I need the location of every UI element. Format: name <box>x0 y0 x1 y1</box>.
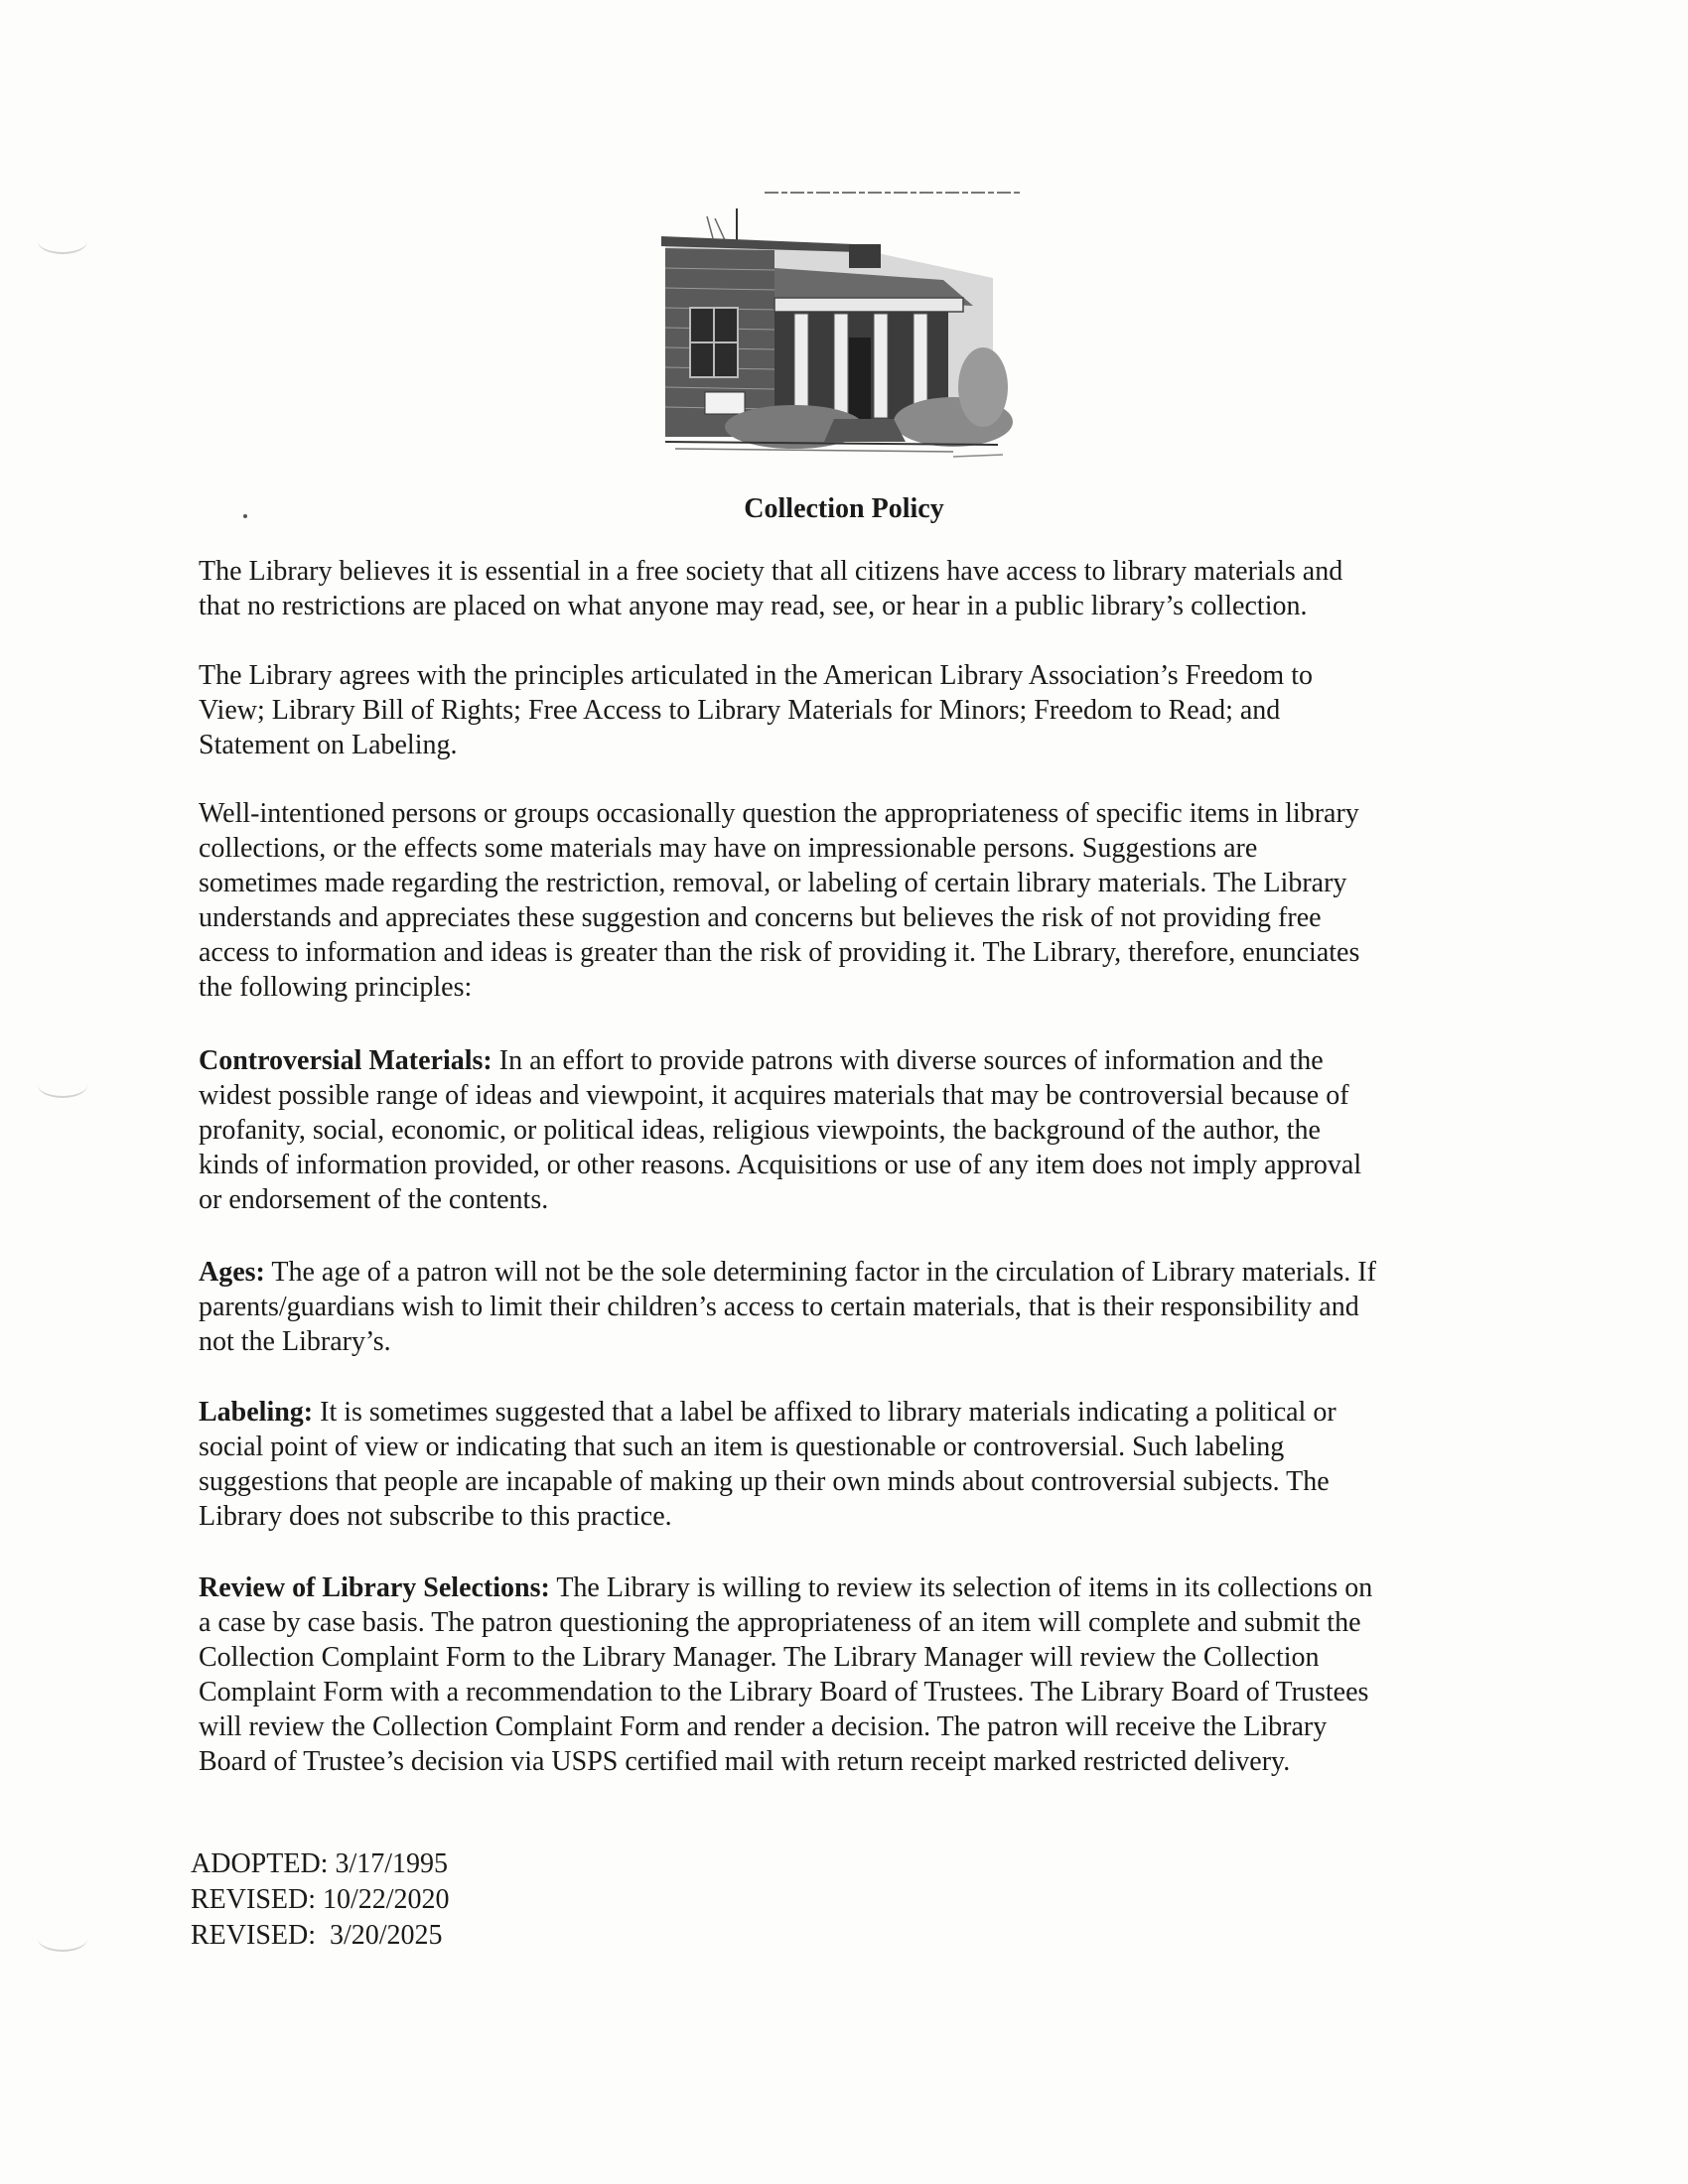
revised-date: REVISED: 3/20/2025 <box>191 1920 443 1951</box>
paragraph-text: It is sometimes suggested that a label be affixed to library materials indicating a political or social point of view or indicating that such an item is questionable or controversial. Such labeling suggestions that people are incapable of making up their own minds about controversial subjects. The Library does not subscribe to this practice. <box>199 1397 1336 1532</box>
revised-date: REVISED: 10/22/2020 <box>191 1884 450 1915</box>
section-heading: Labeling: <box>199 1397 314 1428</box>
section-heading: Ages: <box>199 1257 265 1288</box>
paragraph-concerns <box>199 796 1489 1005</box>
punch-hole-top <box>38 228 87 254</box>
paragraph-controversial-materials <box>199 1043 1489 1217</box>
paragraph-ala-principles <box>199 658 1489 762</box>
paragraph-text: The age of a patron will not be the sole determining factor in the circulation of Library materials. If parents/guardians wish to limit their children’s access to certain materials, that is their responsibility and not the Library’s. <box>199 1257 1376 1357</box>
punch-hole-middle <box>38 1072 87 1098</box>
punch-hole-bottom <box>38 1926 87 1952</box>
paragraph-text: The Library believes it is essential in a free society that all citizens have access to library materials and that no restrictions are placed on what anyone may read, see, or hear in a public library’s collection. <box>199 556 1343 621</box>
adopted-date: ADOPTED: 3/17/1995 <box>191 1848 448 1879</box>
paragraph-labeling <box>199 1395 1489 1534</box>
document-title: Collection Policy <box>744 493 944 524</box>
section-heading: Review of Library Selections: <box>199 1572 550 1603</box>
paragraph-review-selections <box>199 1570 1489 1779</box>
paragraph-text: In an effort to provide patrons with diverse sources of information and the widest possible range of ideas and viewpoint, it acquires materials that may be controversial because of profanity, social, economic, or political ideas, religious viewpoints, the background of the author, the kinds of information provided, or other reasons. Acquisitions or use of any item does not imply approval or endorsement of the contents. <box>199 1045 1362 1215</box>
paragraph-text: Well-intentioned persons or groups occasionally question the appropriateness of specific items in library collections, or the effects some materials may have on impressionable persons. Suggestions are sometimes made regarding the restriction, removal, or labeling of certain library materials. The Library understands and appreciates these suggestion and concerns but believes the risk of not providing free access to information and ideas is greater than the risk of providing it. The Library, therefore, enunciates the following principles: <box>199 798 1360 1003</box>
paragraph-intro <box>199 554 1489 623</box>
paragraph-ages <box>199 1255 1489 1359</box>
section-heading: Controversial Materials: <box>199 1045 492 1076</box>
paragraph-text: The Library is willing to review its selection of items in its collections on a case by case basis. The patron questioning the appropriateness of an item will complete and submit the Collection Complaint Form to the Library Manager. The Library Manager will review the Collection Complaint Form with a recommendation to the Library Board of Trustees. The Library Board of Trustees will review the Collection Complaint Form and render a decision. The patron will receive the Library Board of Trustee’s decision via USPS certified mail with return receipt marked restricted delivery. <box>199 1572 1373 1777</box>
library-building-illustration <box>655 189 1023 467</box>
paragraph-text: The Library agrees with the principles articulated in the American Library Association’s Freedom to View; Library Bill of Rights; Free Access to Library Materials for Minors; Freedom to Read; and Statement on Labeling. <box>199 660 1313 760</box>
